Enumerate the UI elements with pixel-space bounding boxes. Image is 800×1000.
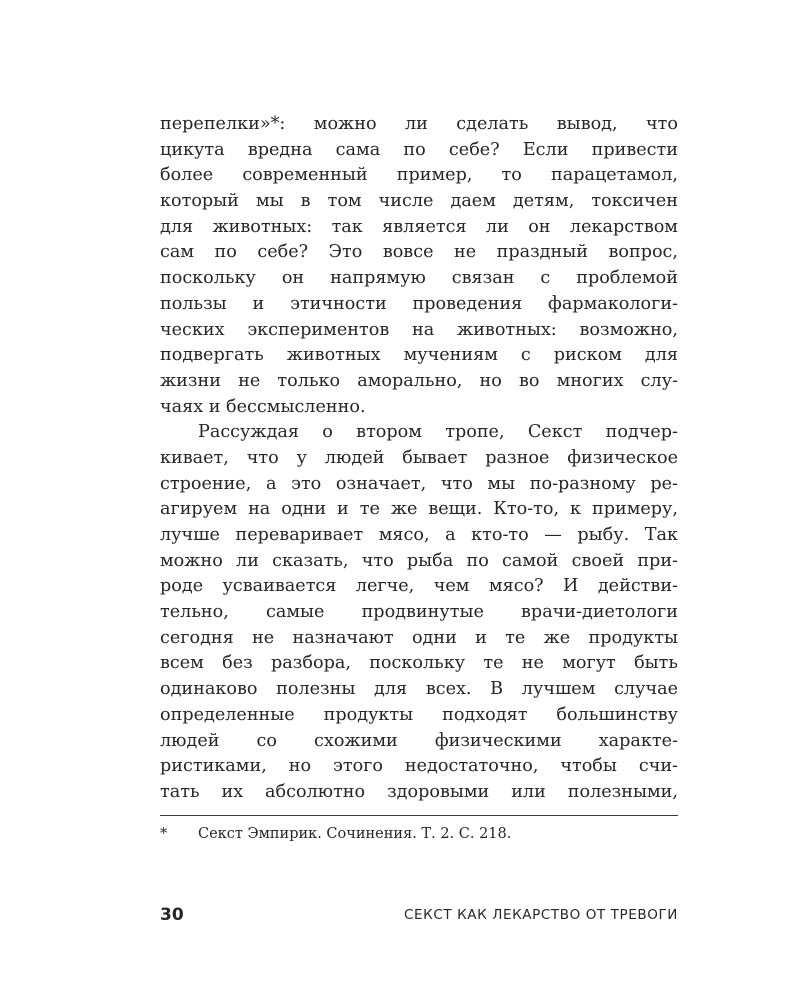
text-line: ристиками, но этого недостаточно, чтобы счи- (160, 756, 678, 777)
text-line: ческих экспериментов на животных: возможно, (160, 319, 678, 340)
footnote (160, 826, 678, 842)
footnote-marker: * (160, 826, 168, 842)
text-line: подвергать животных мучениям с риском для (160, 345, 678, 366)
text-line: поскольку он напрямую связан с проблемой (160, 268, 678, 289)
text-line: сегодня не назначают одни и те же продукты (160, 627, 678, 648)
text-line: кивает, что у людей бывает разное физическое (160, 447, 678, 468)
footnote-text: Секст Эмпирик. Сочинения. Т. 2. С. 218. (198, 826, 512, 842)
text-line: цикута вредна сама по себе? Если привести (160, 139, 678, 160)
text-line: определенные продукты подходят большинству (160, 704, 678, 725)
footnote-divider (160, 815, 678, 816)
text-line: тать их абсолютно здоровыми или полезными, (160, 781, 678, 802)
text-line: лучше переваривает мясо, а кто-то — рыбу. Так (160, 525, 678, 545)
text-line: людей со схожими физическими характе- (160, 730, 678, 751)
text-line: можно ли сказать, что рыба по самой своей при- (160, 550, 678, 571)
text-line: одинаково полезны для всех. В лучшем случае (160, 679, 678, 700)
text-line: тельно, самые продвинутые врачи-диетологи (160, 602, 678, 623)
body-text (160, 112, 678, 806)
text-line: жизни не только аморально, но во многих слу- (160, 370, 678, 391)
page-number: 30 (160, 905, 184, 925)
text-line: перепелки»*: можно ли сделать вывод, что (160, 114, 678, 134)
text-line: чаях и бессмысленно. (160, 396, 366, 417)
text-line: пользы и этичности проведения фармакологи- (160, 293, 678, 314)
text-line: роде усваивается легче, чем мясо? И действи- (160, 576, 678, 597)
text-line: сам по себе? Это вовсе не праздный вопрос, (160, 242, 678, 263)
text-line: строение, а это означает, что мы по-разному ре- (160, 473, 678, 494)
text-line: всем без разбора, поскольку те не могут быть (160, 653, 678, 674)
running-head: СЕКСТ КАК ЛЕКАРСТВО ОТ ТРЕВОГИ (404, 907, 678, 923)
text-line: более современный пример, то парацетамол, (160, 165, 678, 186)
text-line: который мы в том числе даем детям, токсичен (160, 191, 678, 212)
paragraph-start-line: Рассуждая о втором тропе, Секст подчер- (198, 422, 678, 443)
text-line: для животных: так является ли он лекарством (160, 216, 678, 237)
text-line: агируем на одни и те же вещи. Кто-то, к примеру, (160, 499, 678, 520)
